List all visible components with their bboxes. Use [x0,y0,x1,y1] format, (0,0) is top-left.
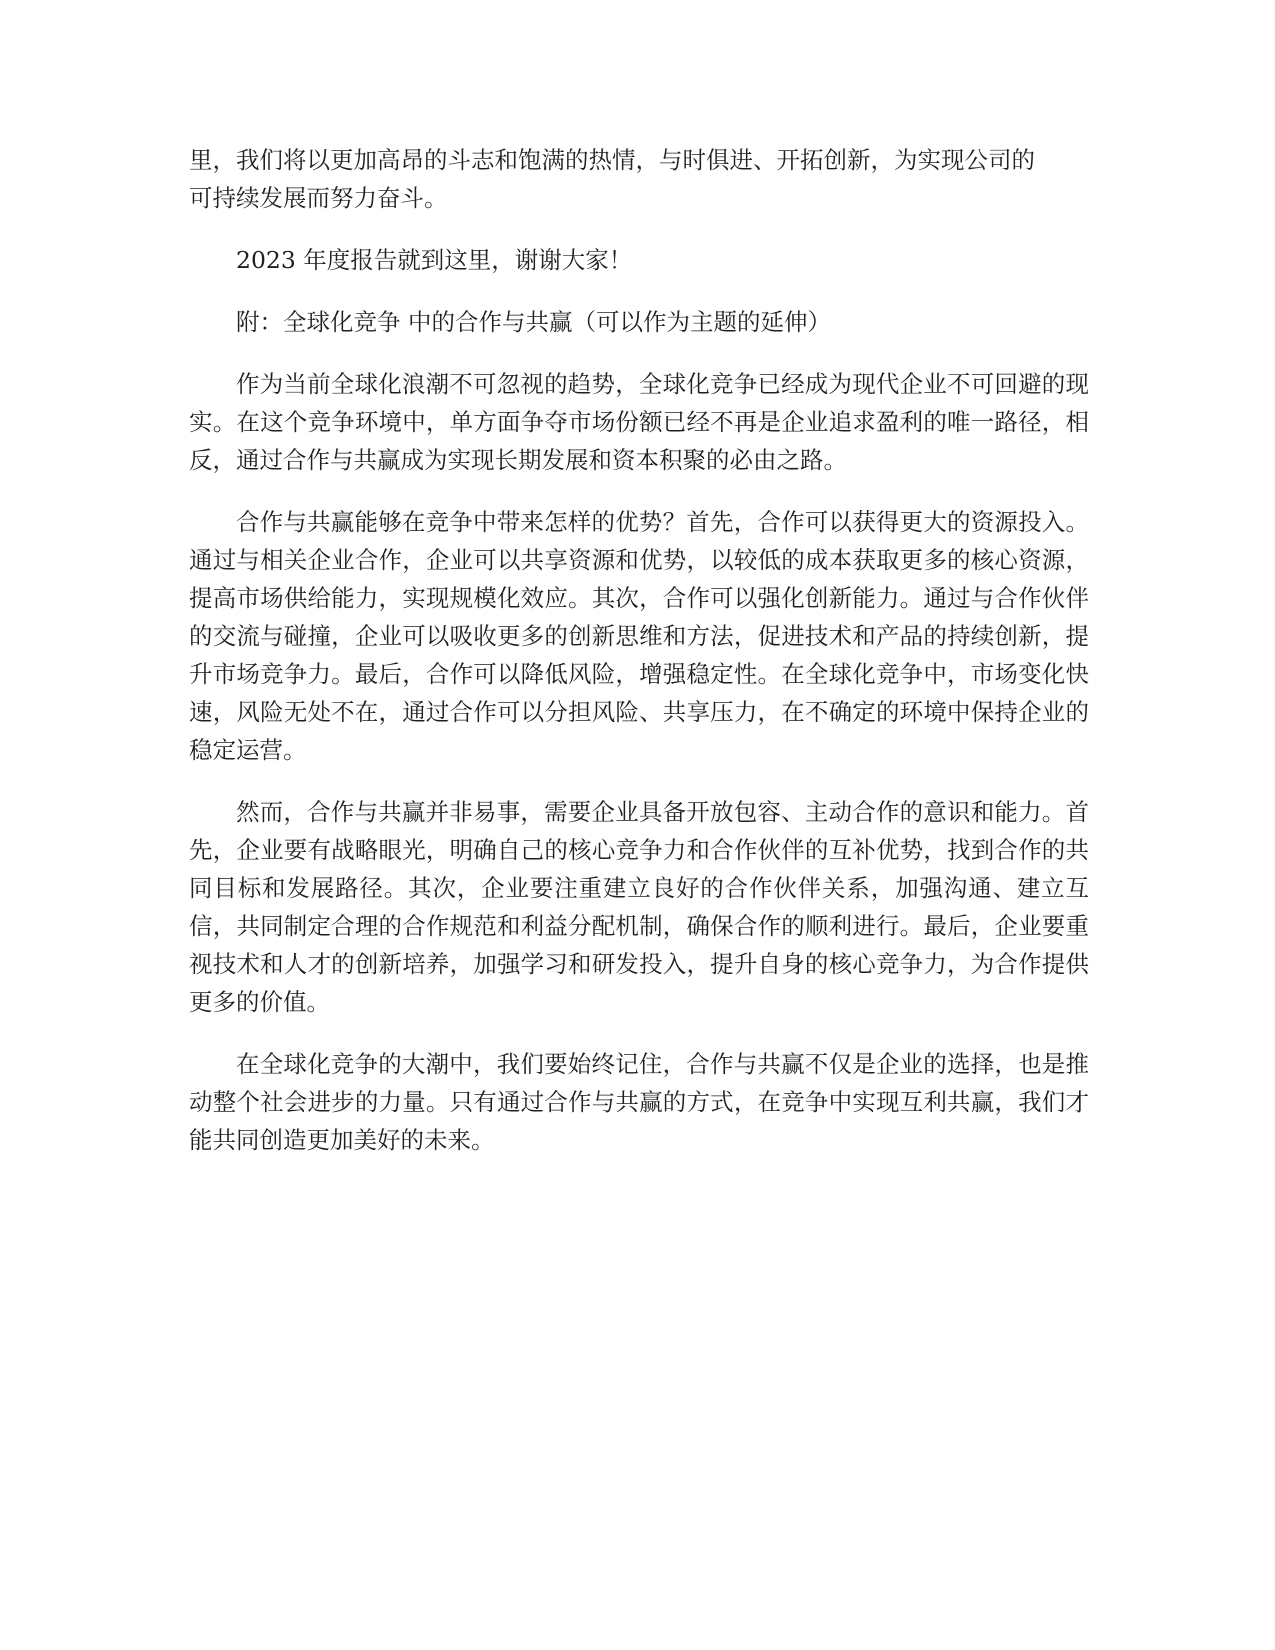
appendix-heading: 附：全球化竞争 中的合作与共赢（可以作为主题的延伸） [236,308,831,336]
appendix-paragraph-intro: 作为当前全球化浪潮不可忽视的趋势，全球化竞争已经成为现代企业不可回避的现实。在这个竞争环境中，单方面争夺市场份额已经不再是企业追求盈利的唯一路径，相反，通过合作与共赢成为实现长期发展和资本积聚的必由之路。 [189,370,1089,474]
paragraph-continuation-line-1: 里，我们将以更加高昂的斗志和饱满的热情，与时俱进、开拓创新，为实现公司的 [189,146,1035,174]
appendix-paragraph-requirements: 然而，合作与共赢并非易事，需要企业具备开放包容、主动合作的意识和能力。首先，企业要有战略眼光，明确自己的核心竞争力和合作伙伴的互补优势，找到合作的共同目标和发展路径。其次，企业要注重建立良好的合作伙伴关系，加强沟通、建立互信，共同制定合理的合作规范和利益分配机制，确保合作的顺利进行。最后，企业要重视技术和人才的创新培养，加强学习和研发投入，提升自身的核心竞争力，为合作提供更多的价值。 [189,798,1089,1016]
document-body [189,141,1089,1183]
appendix-paragraph-advantages: 合作与共赢能够在竞争中带来怎样的优势？首先，合作可以获得更大的资源投入。通过与相关企业合作，企业可以共享资源和优势，以较低的成本获取更多的核心资源，提高市场供给能力，实现规模化效应。其次，合作可以强化创新能力。通过与合作伙伴的交流与碰撞，企业可以吸收更多的创新思维和方法，促进技术和产品的持续创新，提升市场竞争力。最后，合作可以降低风险，增强稳定性。在全球化竞争中，市场变化快速，风险无处不在，通过合作可以分担风险、共享压力，在不确定的环境中保持企业的稳定运营。 [189,508,1089,764]
paragraph-continuation-line-2: 可持续发展而努力奋斗。 [189,184,448,212]
closing-remark: 2023 年度报告就到这里，谢谢大家！ [236,246,633,274]
appendix-paragraph-conclusion: 在全球化竞争的大潮中，我们要始终记住，合作与共赢不仅是企业的选择，也是推动整个社会进步的力量。只有通过合作与共赢的方式，在竞争中实现互利共赢，我们才能共同创造更加美好的未来。 [189,1050,1089,1154]
paragraph-continuation [189,141,1089,217]
